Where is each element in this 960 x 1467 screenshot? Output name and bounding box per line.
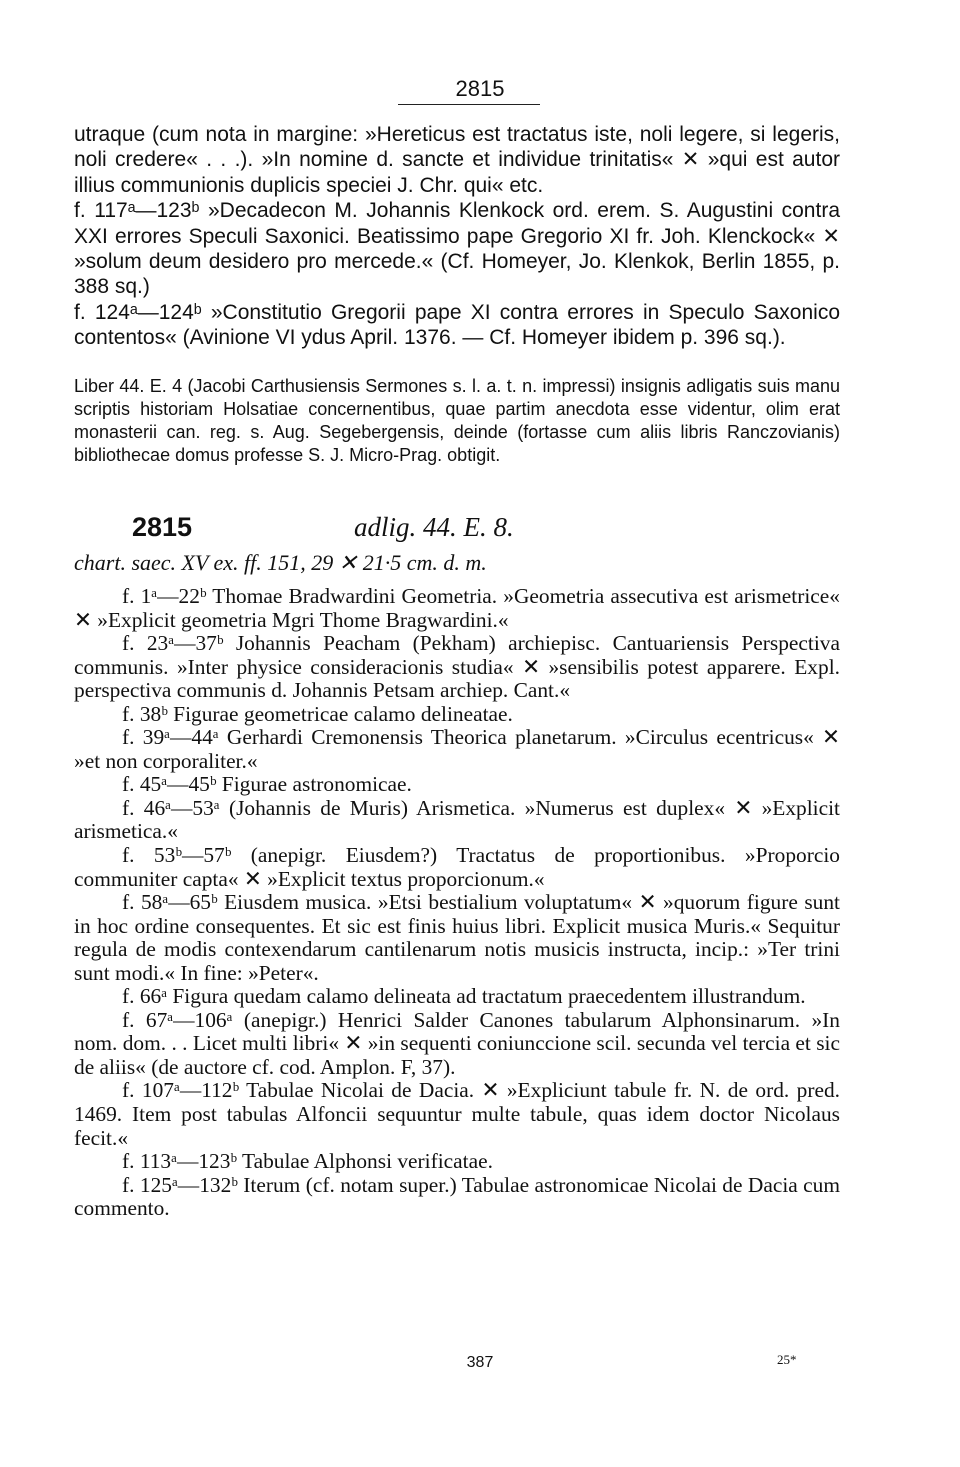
signature-mark: 25* — [777, 1352, 797, 1367]
contents-list — [74, 585, 840, 1221]
content-item: f. 113ᵃ—123ᵇ Tabulae Alphonsi verificatae. — [122, 1149, 493, 1174]
intro-paragraph-3: f. 124ᵃ—124ᵇ »Constitutio Gregorii pape XI contra errores in Speculo Saxonico contentos« (Avinione VI ydus April. 1376. — Cf. Homeyer ibidem p. 396 sq.). — [74, 300, 840, 350]
content-item: f. 66ᵃ Figura quedam calamo delineata ad tractatum praecedentem illustrandum. — [122, 984, 806, 1009]
content-item: f. 23ᵃ—37ᵇ Johannis Peacham (Pekham) archiepisc. Cantuariensis Perspectiva communis. »Inter physice consideracionis studia« ✕ »sensibilis potest apparere. Expl. perspectiva communis d. Johannis Petsam archiep. Cant.« — [74, 631, 840, 703]
physical-description: chart. saec. XV ex. ff. 151, 29 ✕ 21·5 cm. d. m. — [74, 550, 487, 575]
intro-section — [74, 122, 840, 351]
header-rule — [398, 104, 540, 105]
content-item: f. 46ᵃ—53ᵃ (Johannis de Muris) Arismetica. »Numerus est duplex« ✕ »Explicit arismetica.« — [74, 795, 840, 844]
content-item: f. 45ᵃ—45ᵇ Figurae astronomicae. — [122, 772, 412, 797]
intro-paragraph-1: utraque (cum nota in margine: »Hereticus est tractatus iste, noli legere, si legeris, noli credere« . . .). »In nomine d. sancte et individue trinitatis« ✕ »qui est autor illius communionis duplicis speciei J. Chr. qui« etc. — [74, 123, 840, 197]
content-item: f. 53ᵇ—57ᵇ (anepigr. Eiusdem?) Tractatus de proportionibus. »Proporcio communiter capta« ✕ »Explicit textus proporcionum.« — [74, 843, 840, 891]
intro-paragraph-2: f. 117ᵃ—123ᵇ »Decadecon M. Johannis Klenkock ord. erem. S. Augustini contra XXI errores Speculi Saxonici. Beatissimo pape Gregorio XI fr. Joh. Klenckock« ✕ »solum deum desidero pro mercede.« (Cf. Homeyer, Jo. Klenkok, Berlin 1855, p. 388 sq.) — [74, 199, 840, 299]
page-number: 387 — [466, 1354, 494, 1371]
content-item: f. 58ᵃ—65ᵇ Eiusdem musica. »Etsi bestialium voluptatum« ✕ »quorum figure sunt in hoc ordine consequentes. Et sic est finis huius libri. Explicit musica Muris.« Sequitur regula de modis contexendarum cantilenarum notis musicis instructa, incip.: »Ter trini sunt modi.« In fine: »Peter«. — [74, 890, 840, 985]
content-item: f. 39ᵃ—44ᵃ Gerhardi Cremonensis Theorica planetarum. »Circulus ecentricus« ✕ »et non corporaliter.« — [74, 725, 840, 773]
entry-number: 2815 — [132, 512, 193, 542]
provenance-paragraph: Liber 44. E. 4 (Jacobi Carthusiensis Sermones s. l. a. t. n. impressi) insignis adligatis suis manu scriptis historiam Holsatiae concernentibus, quae partim anecdota esse videntur, olim erat monasterii can. reg. s. Aug. Segebergensis, deinde (fortasse cum aliis libris Ranczovianis) bibliothecae domus professe S. J. Micro-Prag. obtigit. — [74, 376, 840, 465]
content-item: f. 107ᵃ—112ᵇ Tabulae Nicolai de Dacia. ✕ »Expliciunt tabule fr. N. de ord. pred. 1469. Item post tabulas Alfoncii sequuntur multe tabule, quas idem doctor Nicolaus fecit.« — [74, 1078, 840, 1150]
page-header: 2815 — [455, 76, 505, 101]
entry-heading — [74, 512, 840, 552]
shelfmark: adlig. 44. E. 8. — [354, 512, 514, 542]
content-item: f. 1ᵃ—22ᵇ Thomae Bradwardini Geometria. »Geometria assecutiva est arismetrice« ✕ »Explicit geometria Mgri Thome Bragwardini.« — [74, 584, 840, 632]
provenance-section — [74, 375, 840, 467]
content-item: f. 38ᵇ Figurae geometricae calamo delineatae. — [122, 701, 513, 726]
content-item: f. 125ᵃ—132ᵇ Iterum (cf. notam super.) Tabulae astronomicae Nicolai de Dacia cum commento. — [74, 1172, 840, 1221]
content-item: f. 67ᵃ—106ᵃ (anepigr.) Henrici Salder Canones tabularum Alphonsinarum. »In nom. dom. . . Licet multi libri« ✕ »in sequenti coniunccione scil. secunda vel tercia et sic de aliis« (de auctore cf. cod. Amplon. F, 37). — [74, 1007, 840, 1079]
